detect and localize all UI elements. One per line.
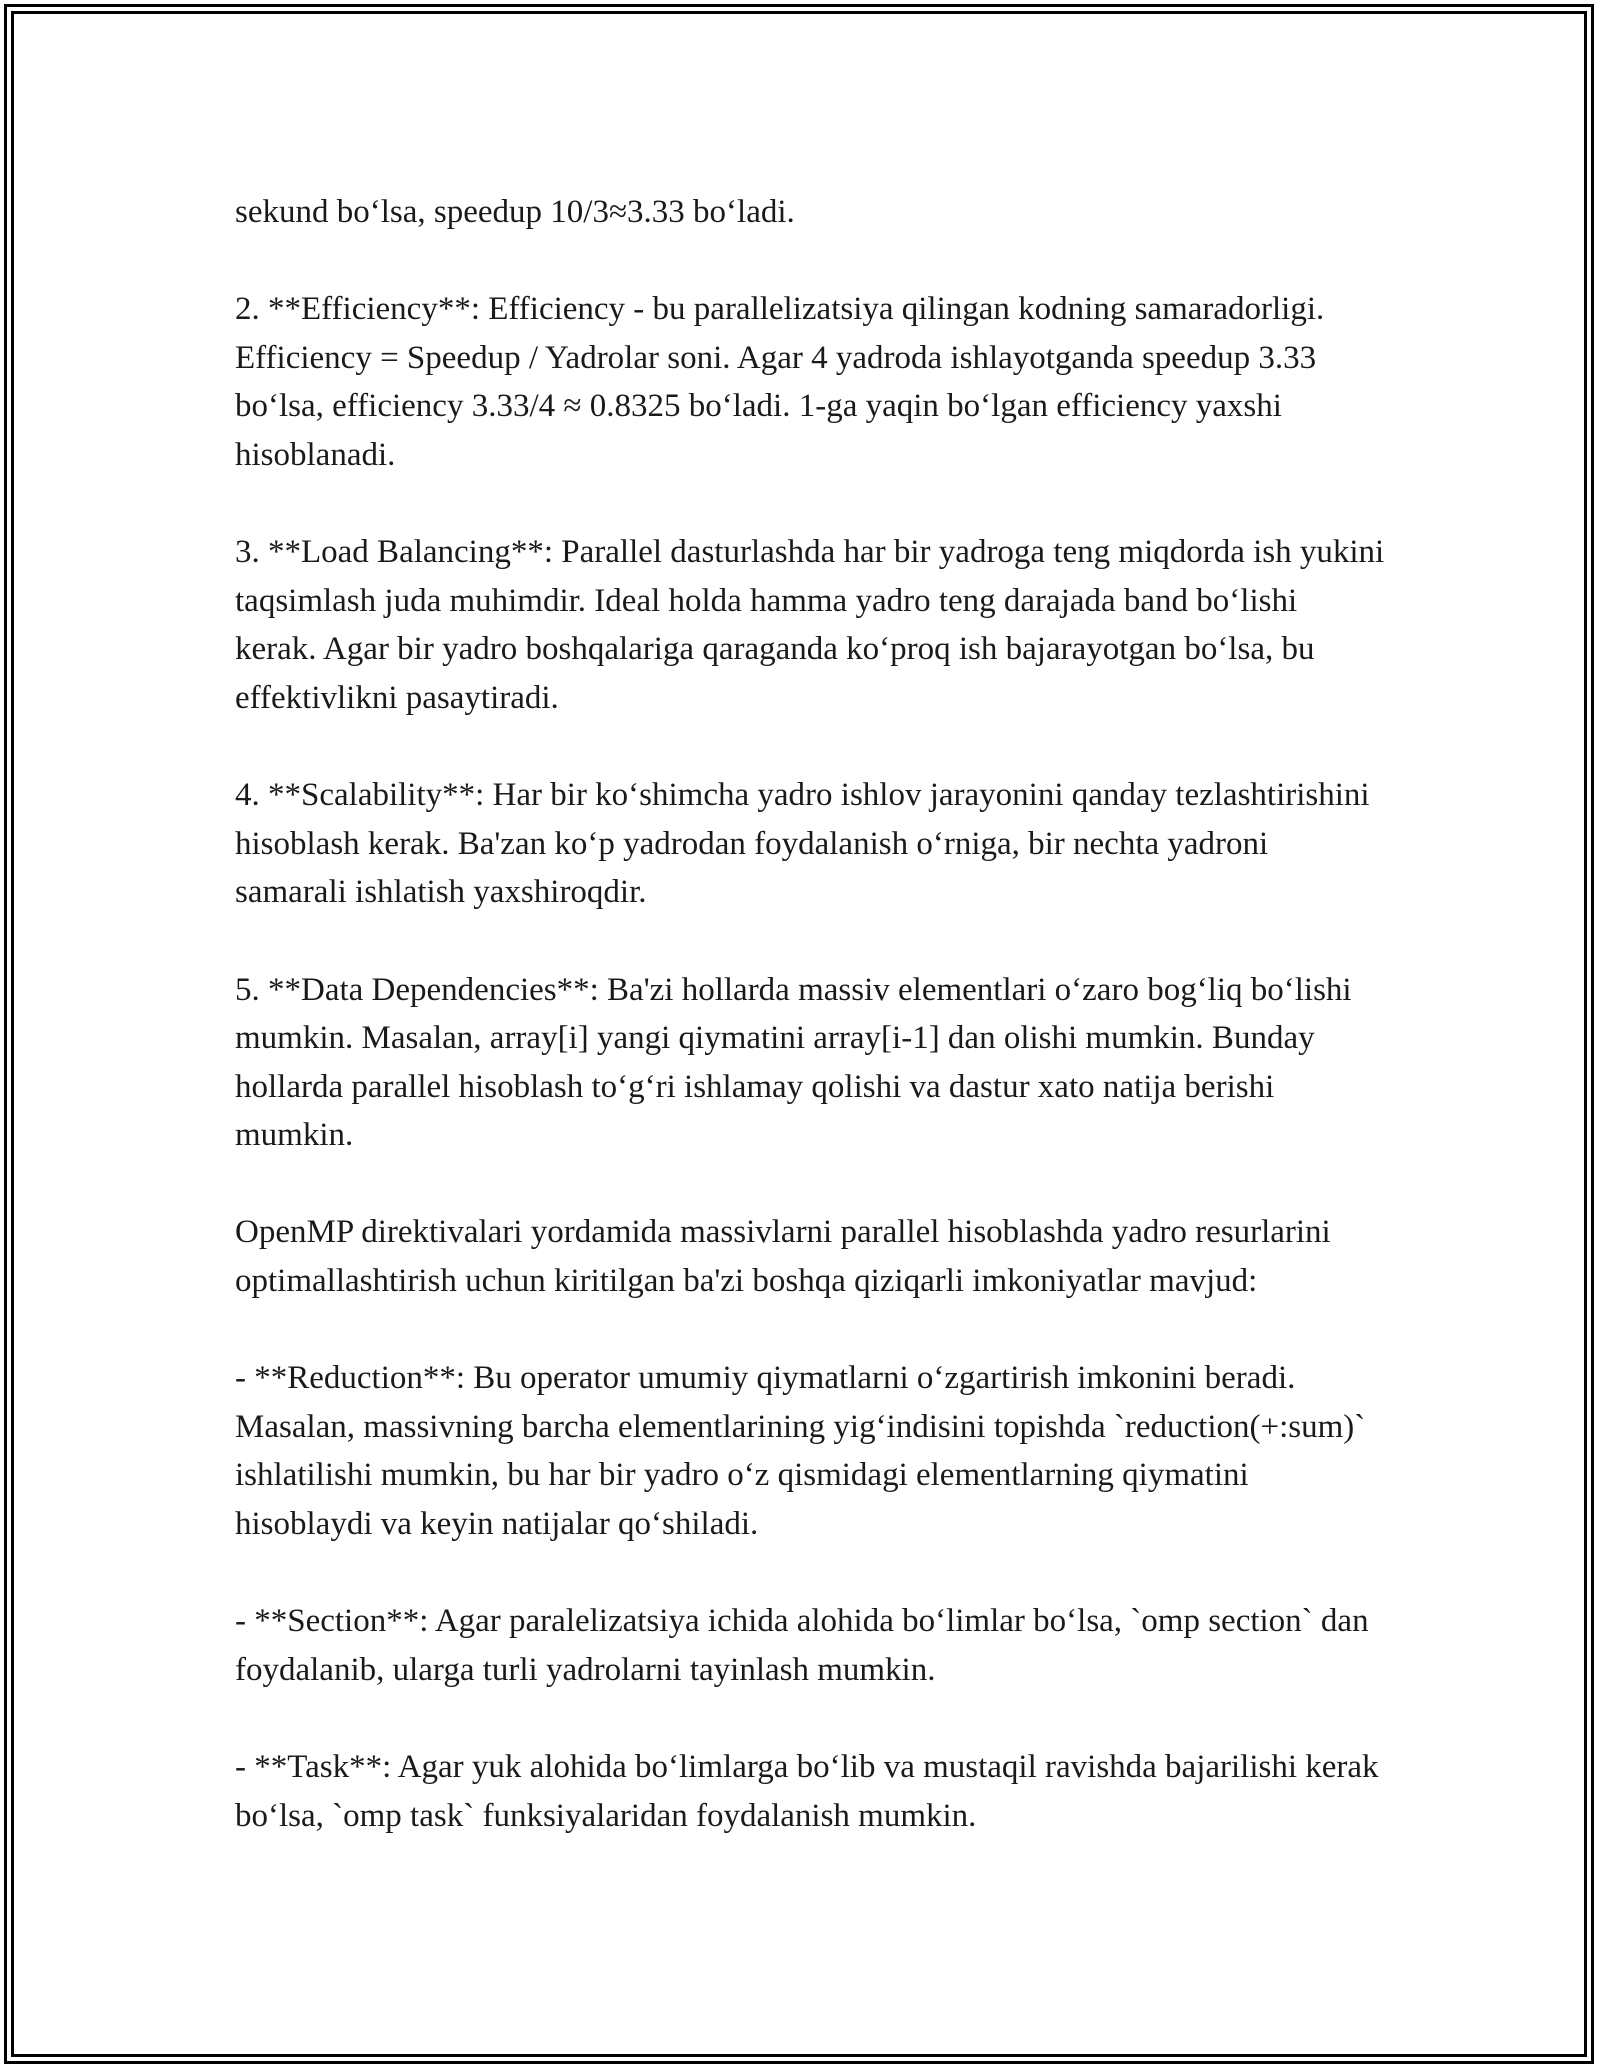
paragraph-speedup-continuation: sekund bo‘lsa, speedup 10/3≈3.33 bo‘ladi.: [235, 194, 795, 230]
paragraph-efficiency: 2. **Efficiency**: Efficiency - bu parallelizatsiya qilingan kodning samaradorligi. Efficiency = Speedup / Yadrolar soni. Agar 4 yadroda ishlayotganda speedup 3.33 bo‘lsa, efficiency 3.33/4 ≈ 0.8325 bo‘ladi. 1-ga yaqin bo‘lgan efficiency yaxshi hisoblanadi.: [235, 291, 1325, 473]
paragraph-load-balancing: 3. **Load Balancing**: Parallel dasturlashda har bir yadroga teng miqdorda ish yukini taqsimlash juda muhimdir. Ideal holda hamma yadro teng darajada band bo‘lishi kerak. Agar bir yadro boshqalariga qaraganda ko‘proq ish bajarayotgan bo‘lsa, bu effektivlikni pasaytiradi.: [235, 534, 1385, 716]
document-body: [235, 188, 1385, 1840]
paragraph-section: - **Section**: Agar paralelizatsiya ichida alohida bo‘limlar bo‘lsa, `omp section` dan foydalanib, ularga turli yadrolarni tayinlash mumkin.: [235, 1603, 1369, 1688]
paragraph-scalability: 4. **Scalability**: Har bir ko‘shimcha yadro ishlov jarayonini qanday tezlashtirishini hisoblash kerak. Ba'zan ko‘p yadrodan foydalanish o‘rniga, bir nechta yadroni samarali ishlatish yaxshiroqdir.: [235, 777, 1370, 911]
paragraph-task: - **Task**: Agar yuk alohida bo‘limlarga bo‘lib va mustaqil ravishda bajarilishi kerak bo‘lsa, `omp task` funksiyalaridan foydalanish mumkin.: [235, 1749, 1379, 1834]
paragraph-openmp-intro: OpenMP direktivalari yordamida massivlarni parallel hisoblashda yadro resurlarini optimallashtirish uchun kiritilgan ba'zi boshqa qiziqarli imkoniyatlar mavjud:: [235, 1214, 1331, 1300]
paragraph-reduction: - **Reduction**: Bu operator umumiy qiymatlarni o‘zgartirish imkonini beradi. Masalan, massivning barcha elementlarining yig‘indisini topishda `reduction(+:sum)` ishlatilishi mumkin, bu har bir yadro o‘z qismidagi elementlarning qiymatini hisoblaydi va keyin natijalar qo‘shiladi.: [235, 1360, 1366, 1543]
paragraph-data-dependencies: 5. **Data Dependencies**: Ba'zi hollarda massiv elementlari o‘zaro bog‘liq bo‘lishi mumkin. Masalan, array[i] yangi qiymatini array[i-1] dan olishi mumkin. Bunday hollarda parallel hisoblash to‘g‘ri ishlamay qolishi va dastur xato natija berishi mumkin.: [235, 971, 1352, 1154]
